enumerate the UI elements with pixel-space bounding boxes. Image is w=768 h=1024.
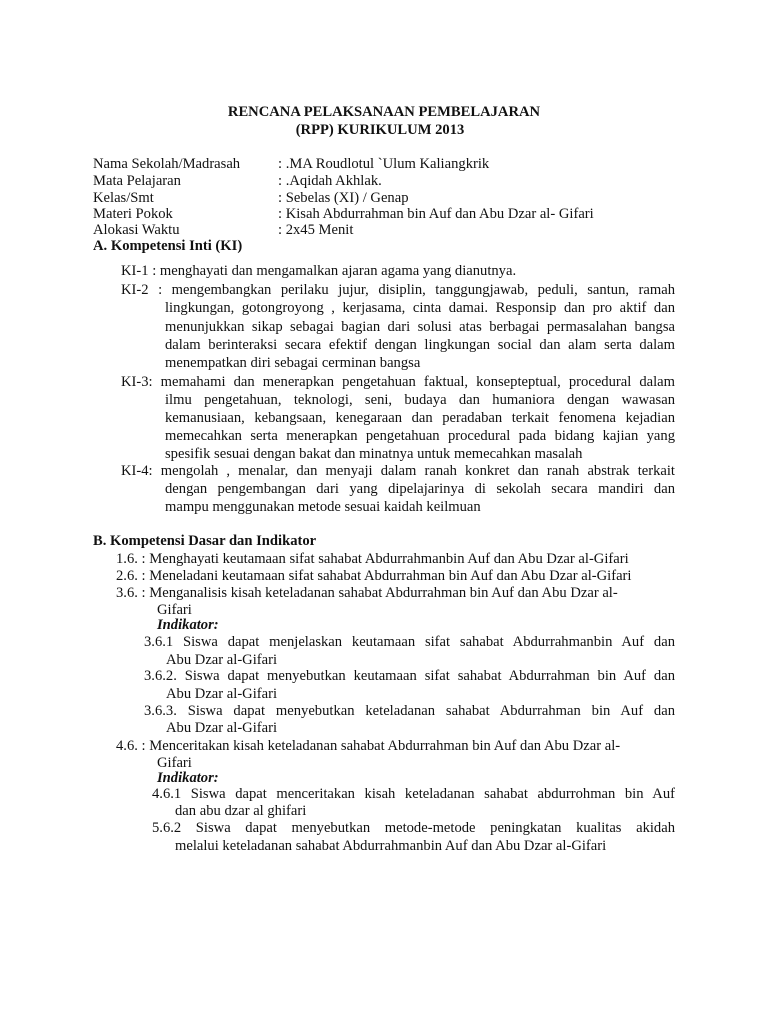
indikator-line: 3.6.3. Siswa dapat menyebutkan keteladanan sahabat Abdurrahman bin Auf dan [144, 703, 675, 719]
section-a-heading: A. Kompetensi Inti (KI) [93, 238, 243, 254]
ki-line: spesifik sesuai dengan bakat dan minatnya untuk memecahkan masalah [165, 446, 583, 462]
document-title: RENCANA PELAKSANAAN PEMBELAJARAN [227, 104, 541, 120]
identity-label: Mata Pelajaran [93, 173, 181, 189]
ki-line: KI-3: memahami dan menerapkan pengetahuan faktual, konsepteptual, procedural dalam [121, 374, 675, 390]
ki-line: KI-2 : mengembangkan perilaku jujur, disiplin, tanggungjawab, peduli, santun, ramah [121, 282, 675, 298]
kd-2-6: 2.6. : Meneladani keutamaan sifat sahabat Abdurrahman bin Auf dan Abu Dzar al-Gifari [116, 568, 632, 584]
identity-label: Materi Pokok [93, 206, 173, 222]
indikator-line: dan abu dzar al ghifari [175, 803, 307, 819]
ki-line: dalam berinteraksi secara efektif dengan lingkungan social dan alam serta dalam [165, 337, 675, 353]
identity-value: : .MA Roudlotul `Ulum Kaliangkrik [278, 156, 490, 172]
identity-value: : Kisah Abdurrahman bin Auf dan Abu Dzar al- Gifari [278, 206, 594, 222]
ki-line: KI-4: mengolah , menalar, dan menyaji dalam ranah konkret dan ranah abstrak terkait [121, 463, 675, 479]
indikator-line: 5.6.2 Siswa dapat menyebutkan metode-metode peningkatan kualitas akidah [152, 820, 675, 836]
identity-value: : .Aqidah Akhlak. [278, 173, 382, 189]
identity-label: Alokasi Waktu [93, 222, 180, 238]
ki-line: menunjukkan sikap sebagai bagian dari solusi atas berbagai permasalahan bangsa [165, 319, 675, 335]
ki-line: menempatkan diri sebagai cerminan bangsa [165, 355, 421, 371]
ki-line: kemanusiaan, kebangsaan, kenegaraan dan peradaban terkait fenomena kejadian [165, 410, 675, 426]
indikator-line: melalui keteladanan sahabat Abdurrahmanbin Auf dan Abu Dzar al-Gifari [175, 838, 607, 854]
ki-line: ilmu pengetahuan, teknologi, seni, budaya dan humaniora dengan wawasan [165, 392, 675, 408]
indikator-line: 3.6.1 Siswa dapat menjelaskan keutamaan sifat sahabat Abdurrahmanbin Auf dan [144, 634, 675, 650]
kd-line: 3.6. : Menganalisis kisah keteladanan sahabat Abdurrahman bin Auf dan Abu Dzar al- [116, 585, 618, 601]
kd-line: Gifari [157, 755, 192, 771]
identity-label: Nama Sekolah/Madrasah [93, 156, 241, 172]
identity-label: Kelas/Smt [93, 190, 154, 206]
indikator-label: Indikator: [157, 617, 219, 633]
ki-line: dengan pengembangan dari yang dipelajarinya di sekolah secara mandiri dan [165, 481, 675, 497]
identity-value: : Sebelas (XI) / Genap [278, 190, 409, 206]
ki-line: memecahkan serta menerapkan pengetahuan procedural pada bidang kajian yang [165, 428, 675, 444]
ki-line: KI-1 : menghayati dan mengamalkan ajaran agama yang dianutnya. [121, 263, 517, 279]
ki-line: lingkungan, gotongroyong , kerjasama, cinta damai. Responsip dan pro aktif dan [165, 300, 675, 316]
indikator-label: Indikator: [157, 770, 219, 786]
indikator-line: Abu Dzar al-Gifari [166, 720, 278, 736]
kd-line: Gifari [157, 602, 192, 618]
ki-line: mampu menggunakan metode sesuai kaidah keilmuan [165, 499, 481, 515]
kd-line: 4.6. : Menceritakan kisah keteladanan sahabat Abdurrahman bin Auf dan Abu Dzar al- [116, 738, 621, 754]
identity-value: : 2x45 Menit [278, 222, 354, 238]
indikator-line: Abu Dzar al-Gifari [166, 652, 278, 668]
indikator-line: 3.6.2. Siswa dapat menyebutkan keutamaan sifat sahabat Abdurrahman bin Auf dan [144, 668, 675, 684]
indikator-line: Abu Dzar al-Gifari [166, 686, 278, 702]
document-subtitle: (RPP) KURIKULUM 2013 [295, 122, 465, 138]
indikator-line: 4.6.1 Siswa dapat menceritakan kisah keteladanan sahabat abdurrohman bin Auf [152, 786, 675, 802]
kd-1-6: 1.6. : Menghayati keutamaan sifat sahabat Abdurrahmanbin Auf dan Abu Dzar al-Gifari [116, 551, 629, 567]
section-b-heading: B. Kompetensi Dasar dan Indikator [93, 533, 317, 549]
